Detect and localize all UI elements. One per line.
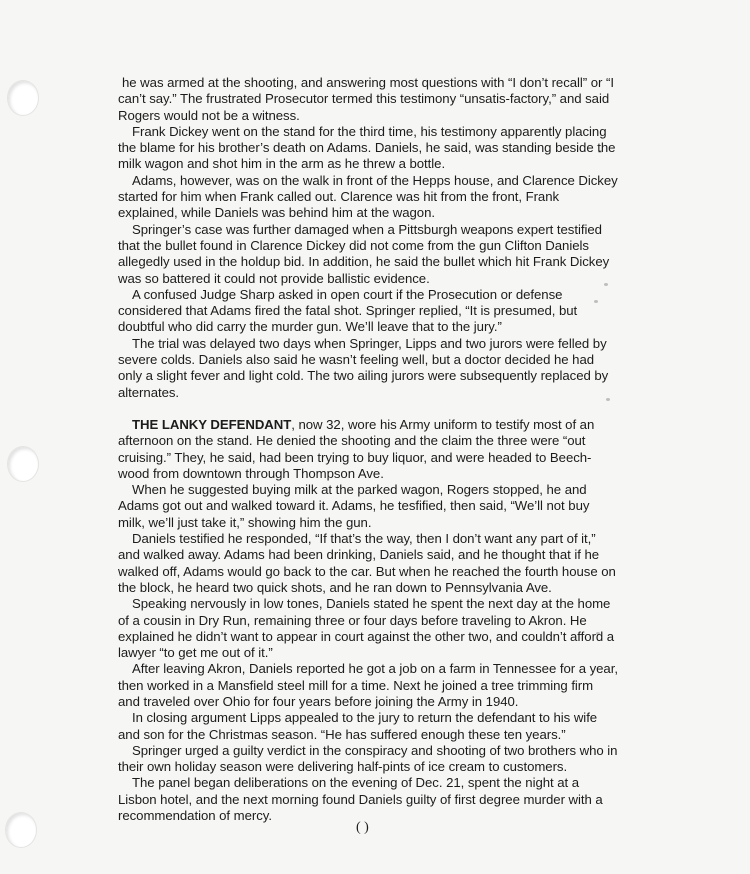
punch-hole — [7, 446, 39, 482]
paragraph: In closing argument Lipps appealed to the jury to return the defendant to his wife and son for the Christmas season. “He has suffered enough these ten years.” — [118, 710, 598, 742]
page-number: ( ) — [356, 820, 369, 835]
paragraph: Frank Dickey went on the stand for the third time, his testimony apparently placing the blame for his brother’s death on Adams. Daniels, he said, was standing beside the milk wagon and shot him in the arm as he threw a bottle. — [118, 123, 616, 172]
punch-hole — [7, 80, 39, 116]
paragraph: Springer’s case was further damaged when a Pittsburgh weapons expert testified that the bullet found in Clarence Dickey did not come from the gun Clifton Daniels allegedly used in the holdup bid. In addition, he said the bullet which hit Frank Dickey was so battered it could not provide ballistic evidence. — [118, 221, 610, 286]
punch-hole — [5, 812, 37, 848]
paragraph: Daniels testified he responded, “If that’s the way, then I don’t want any part of it,” and walked away. Adams had been drinking, Daniels said, and he thought that if he walked off, Adams would go back to the car. But when he reached the fourth house on the block, he heard two quick shots, and he ran down to Pennsylvania Ave. — [118, 531, 616, 595]
paragraph: The trial was delayed two days when Springer, Lipps and two jurors were felled by severe colds. Daniels also said he wasn’t feeling well, but a doctor decided he had only a slight fever and light cold. The two ailing jurors were subsequently replaced by alternates. — [118, 335, 609, 400]
article-body — [118, 75, 618, 824]
paragraph: Springer urged a guilty verdict in the conspiracy and shooting of two brothers who in their own holiday season were delivering half-pints of ice cream to customers. — [118, 742, 618, 775]
paragraph: he was armed at the shooting, and answering most questions with “I don’t recall” or “I can’t say.” The frustrated Prosecutor termed this testimony “unsatis-factory,” and said Rogers would not be a witness. — [118, 75, 614, 123]
paragraph: Speaking nervously in low tones, Daniels stated he spent the next day at the home of a cousin in Dry Run, remaining three or four days before traveling to Akron. He explained he didn’t want to appear in court against the other two, and couldn’t afford a lawyer “to get me out of it.” — [118, 596, 615, 661]
paragraph: After leaving Akron, Daniels reported he got a job on a farm in Tennessee for a year, then worked in a Mansfield steel mill for a time. Next he joined a tree trimming firm and traveled over Ohio for four years before joining the Army in 1940. — [118, 661, 618, 709]
paragraph: A confused Judge Sharp asked in open court if the Prosecution or defense considered that Adams fired the fatal shot. Springer replied, “It is presumed, but doubtful who did carry the murder gun. We’ll leave that to the jury.” — [118, 286, 578, 335]
paragraph: When he suggested buying milk at the parked wagon, Rogers stopped, he and Adams got out and walked toward it. Adams, he tesfified, then said, “We’ll not buy milk, we’ll just take it,” showing him the gun. — [118, 482, 590, 530]
paragraph-text: , now 32, wore his Army uniform to testify most of an afternoon on the stand. He denied the shooting and the claim the three were “out cruising.” They, he said, had been trying to buy liquor, and were headed to Beech-wood from downtown through Thompson Ave. — [118, 416, 595, 481]
section-lead-in: THE LANKY DEFENDANT — [132, 416, 292, 432]
paragraph-section-start — [118, 417, 618, 482]
paragraph: Adams, however, was on the walk in front of the Hepps house, and Clarence Dickey started for him when Frank called out. Clarence was hit from the front, Frank explained, while Daniels was behind him at the wagon. — [118, 172, 618, 221]
paragraph: The panel began deliberations on the evening of Dec. 21, spent the night at a Lisbon hotel, and the next morning found Daniels guilty of first degree murder with a recommendation of mercy. — [118, 775, 603, 824]
